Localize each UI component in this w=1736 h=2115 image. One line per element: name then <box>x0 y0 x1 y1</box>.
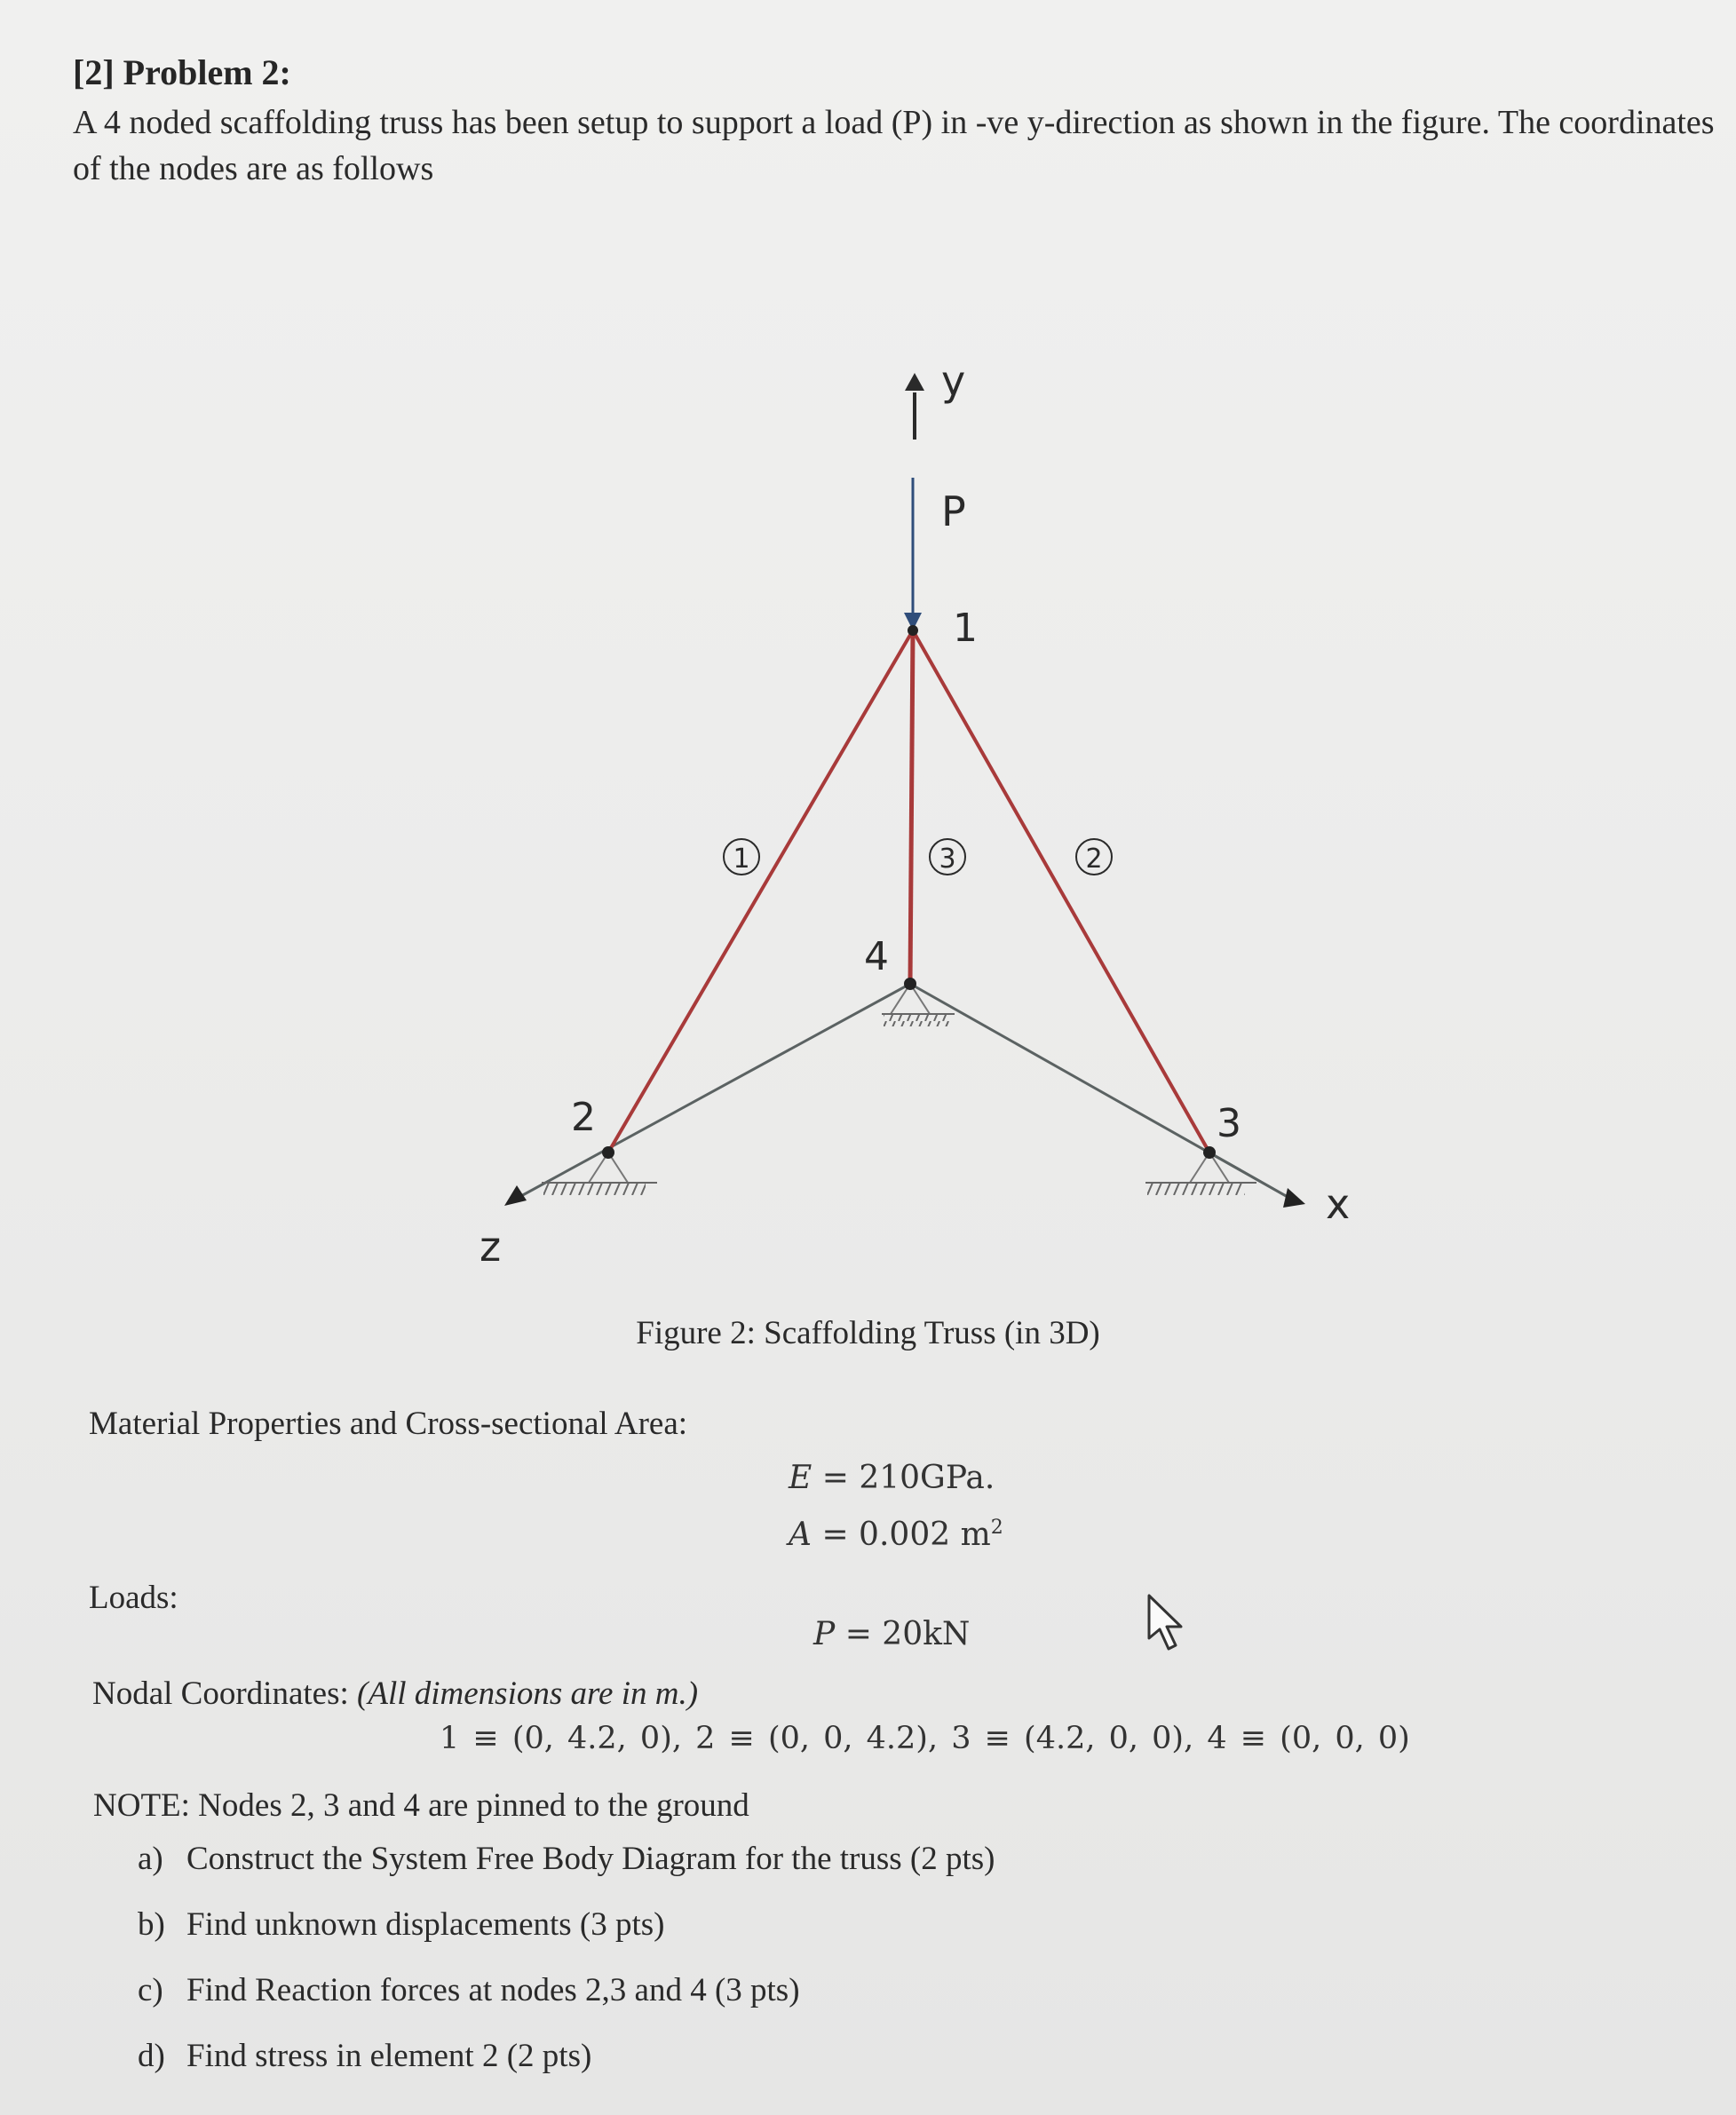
node-label-3: 3 <box>1217 1101 1241 1146</box>
area-equation <box>789 1517 1003 1553</box>
load-symbol: P <box>813 1616 836 1652</box>
question-item <box>138 1840 995 1905</box>
support-node-3 <box>1145 1153 1256 1195</box>
nodal-coordinates: 1 ≡ (0, 4.2, 0), 2 ≡ (0, 0, 4.2), 3 ≡ (4.2, 0, 0), 4 ≡ (0, 0, 0) <box>440 1721 1410 1756</box>
pinned-note: NOTE: Nodes 2, 3 and 4 are pinned to the ground <box>93 1787 749 1824</box>
node-4-dot <box>904 978 916 990</box>
question-text: Find Reaction forces at nodes 2,3 and 4 (3 pts) <box>186 1972 800 2008</box>
problem-heading: [2] Problem 2: <box>73 52 291 92</box>
load-equation <box>813 1616 970 1652</box>
area-value: = 0.002 m <box>821 1517 991 1553</box>
nodal-label-text: Nodal Coordinates: <box>92 1675 349 1712</box>
question-letter: b) <box>138 1906 165 1943</box>
x-axis-label: x <box>1326 1180 1351 1228</box>
z-axis-arrowhead <box>504 1185 527 1206</box>
z-axis-label: z <box>480 1223 502 1271</box>
nodal-label-note: (All dimensions are in m.) <box>357 1675 699 1712</box>
element-label-2 <box>1076 839 1112 875</box>
truss-figure <box>0 337 1736 1279</box>
element-label-1 <box>724 839 759 875</box>
x-axis-arrowhead <box>1283 1188 1305 1208</box>
ground-line-z <box>519 984 910 1197</box>
nodal-label <box>92 1675 698 1713</box>
figure-caption: Figure 2: Scaffolding Truss (in 3D) <box>636 1315 1100 1351</box>
mouse-cursor-icon <box>1145 1594 1199 1656</box>
question-item <box>138 1971 995 2037</box>
question-list <box>138 1840 995 2103</box>
svg-text:2: 2 <box>1085 844 1103 875</box>
problem-intro: A 4 noded scaffolding truss has been setup to support a load (P) in -ve y-direction as shown in the figure. The coordinates of the nodes are as follows <box>73 104 1715 187</box>
modulus-value: = 210GPa. <box>821 1460 995 1496</box>
load-value: = 20kN <box>844 1616 971 1652</box>
question-text: Find unknown displacements (3 pts) <box>186 1906 665 1943</box>
question-item <box>138 1905 995 1971</box>
support-node-4 <box>882 984 955 1026</box>
material-label: Material Properties and Cross-sectional Area: <box>89 1406 688 1442</box>
node-label-2: 2 <box>571 1095 596 1140</box>
question-text: Find stress in element 2 (2 pts) <box>186 2038 592 2074</box>
area-exponent: 2 <box>990 1517 1003 1539</box>
node-2-dot <box>602 1146 614 1159</box>
question-letter: d) <box>138 2038 165 2074</box>
modulus-equation <box>789 1460 995 1496</box>
question-letter: a) <box>138 1841 163 1877</box>
element-2-member <box>913 630 1209 1153</box>
node-3-dot <box>1203 1146 1216 1159</box>
question-text: Construct the System Free Body Diagram for the truss (2 pts) <box>186 1841 995 1877</box>
modulus-symbol: E <box>789 1460 813 1496</box>
y-axis-label: y <box>941 357 966 405</box>
svg-text:1: 1 <box>733 844 750 875</box>
element-label-3 <box>930 839 965 875</box>
node-1-dot <box>908 625 918 636</box>
question-letter: c) <box>138 1972 163 2008</box>
svg-text:3: 3 <box>939 844 956 875</box>
node-label-1: 1 <box>953 606 978 651</box>
question-item <box>138 2037 995 2103</box>
element-1-member <box>608 630 913 1153</box>
loads-label: Loads: <box>89 1580 178 1616</box>
load-label: P <box>941 487 966 535</box>
support-node-2 <box>542 1153 657 1195</box>
element-3-member <box>910 630 913 984</box>
area-symbol: A <box>789 1517 812 1553</box>
node-label-4: 4 <box>864 934 889 979</box>
y-axis-arrowhead <box>905 373 924 391</box>
